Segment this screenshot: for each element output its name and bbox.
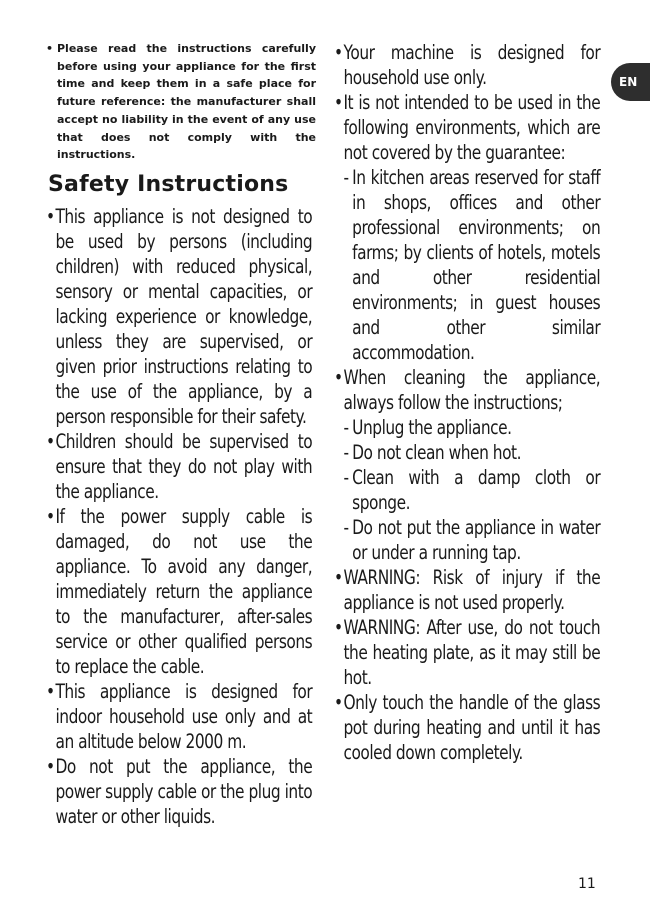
- language-tab: EN: [611, 63, 650, 101]
- cleaning-step: - Do not put the appliance in water or under a running tap.: [343, 515, 600, 565]
- list-item: • If the power supply cable is damaged, do not use the appliance. To avoid any danger, immediately return the appliance to the manufacturer, after-sales service or other qualified persons to replace the cable.: [46, 504, 312, 679]
- list-item-warning-heating: • WARNING: After use, do not touch the heating plate, as it may still be hot.: [334, 615, 600, 690]
- list-item: • This appliance is not designed to be used by persons (including children) with reduced physical, sensory or mental capacities, or lacking experience or knowledge, unless they are supervised, or given prior instructions relating to the use of the appliance, by a person responsible for their safety.: [46, 204, 312, 429]
- list-item-household: • Your machine is designed for household use only.: [334, 40, 600, 90]
- cleaning-intro: When cleaning the appliance, always follow the instructions;: [343, 366, 601, 414]
- safety-list-left: [46, 204, 316, 829]
- list-item: • Do not put the appliance, the power supply cable or the plug into water or other liquids.: [46, 754, 312, 829]
- list-item: • Children should be supervised to ensure that they do not play with the appliance.: [46, 429, 312, 504]
- cleaning-step: - Unplug the appliance.: [343, 415, 600, 440]
- list-item-handle: • Only touch the handle of the glass pot during heating and until it has cooled down completely.: [334, 690, 600, 765]
- list-item: • This appliance is designed for indoor household use only and at an altitude below 2000 m.: [46, 679, 312, 754]
- right-column: [334, 40, 604, 765]
- page-number: 11: [578, 876, 596, 892]
- list-item-cleaning: [334, 365, 600, 565]
- environments-intro: It is not intended to be used in the following environments, which are not covered by the guarantee:: [343, 91, 601, 164]
- cleaning-step: - Clean with a damp cloth or sponge.: [343, 465, 600, 515]
- environments-sub-item: - In kitchen areas reserved for staff in shops, offices and other professional environments; on farms; by clients of hotels, motels and other residential environments; in guest houses and other similar accommodation.: [343, 165, 600, 365]
- cleaning-step: - Do not clean when hot.: [343, 440, 600, 465]
- section-title: Safety Instructions: [48, 171, 289, 197]
- intro-note: • Please read the instructions carefully before using your appliance for the first time and keep them in a safe place for future reference: the manufacturer shall accept no liability in the event of any use that does not comply with the instructions.: [46, 40, 316, 164]
- list-item-warning-injury: • WARNING: Risk of injury if the appliance is not used properly.: [334, 565, 600, 615]
- safety-list-right: [334, 40, 604, 765]
- list-item-environments: [334, 90, 600, 365]
- left-column: [46, 40, 316, 829]
